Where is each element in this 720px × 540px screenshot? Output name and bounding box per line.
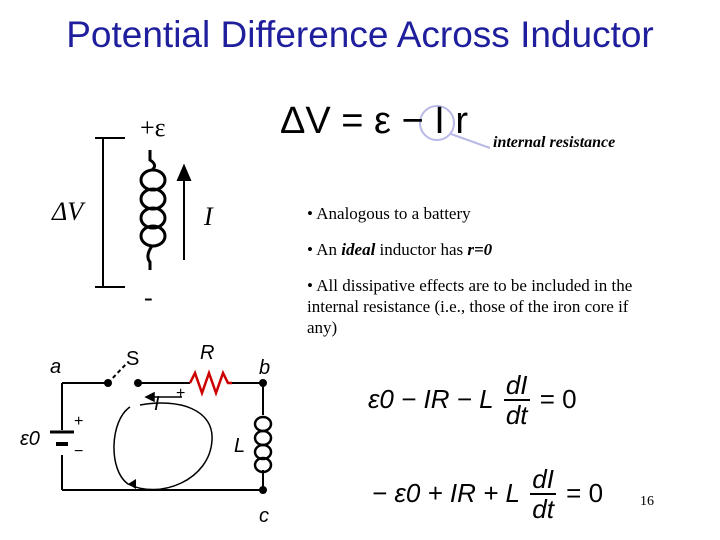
current-arrow — [178, 166, 190, 260]
battery-minus-label: − — [74, 443, 84, 460]
node-b-label: b — [259, 357, 271, 379]
equation-1 — [368, 372, 577, 430]
bullet-2: • An ideal inductor has r=0 — [307, 240, 493, 259]
eq2-numerator: dI — [532, 464, 554, 494]
node-c-label: c — [259, 505, 269, 527]
eq1-fraction — [504, 372, 530, 430]
battery-plus-label: + — [74, 413, 84, 430]
current-label: I — [204, 202, 213, 231]
slide-title: Potential Difference Across Inductor — [66, 14, 654, 55]
resistor — [190, 373, 232, 393]
inductor-label: L — [234, 435, 246, 457]
internal-resistance-label: internal resistance — [493, 134, 616, 151]
delta-v-bracket — [95, 138, 125, 287]
battery-emf-label: ε0 — [20, 428, 40, 450]
eq2-left: − ε0 + IR + L — [372, 477, 521, 508]
node-a-label: a — [50, 356, 62, 378]
delta-v-label: ΔV — [52, 197, 84, 226]
bullet-3: • All dissipative effects are to be included in the internal resistance (i.e., those of the iron core if any) — [307, 276, 633, 337]
eq1-left: ε0 − IR − L — [368, 383, 494, 414]
resistor-plus-label: + — [176, 385, 186, 402]
page-number: 16 — [640, 494, 654, 509]
eq2-right: = 0 — [566, 477, 604, 508]
inductor-coil — [141, 150, 165, 270]
formula: ΔV = ε − I r — [280, 100, 469, 142]
eq1-numerator: dI — [505, 370, 528, 400]
loop-current-label: I — [154, 393, 160, 415]
resistor-label: R — [200, 342, 215, 364]
minus-label: - — [144, 283, 153, 312]
bullet-1: • Analogous to a battery — [307, 204, 471, 223]
eq1-right: = 0 — [539, 383, 577, 414]
eq2-denominator: dt — [532, 494, 554, 525]
switch-label: S — [126, 348, 140, 370]
emf-plus-label: +ε — [140, 113, 166, 142]
equation-2 — [372, 466, 603, 524]
eq2-fraction — [530, 466, 556, 524]
circuit-inductor — [255, 417, 271, 472]
bullet-list — [307, 203, 637, 353]
eq1-denominator: dt — [505, 400, 528, 431]
